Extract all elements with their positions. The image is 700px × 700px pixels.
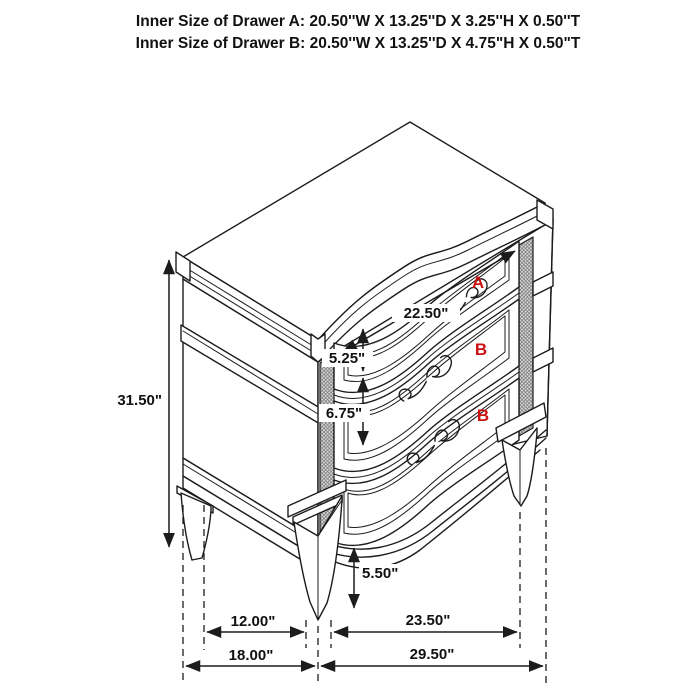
nightstand-line-art	[176, 122, 553, 620]
drawer-b-height-label: 6.75"	[325, 405, 363, 422]
leg-height-label: 5.50"	[362, 565, 399, 582]
drawer-b-bottom-letter: B	[476, 406, 490, 425]
overall-height-label: 31.50"	[117, 392, 162, 409]
overall-depth-label: 18.00"	[228, 647, 274, 664]
overall-width-label: 29.50"	[409, 646, 455, 663]
drawer-width-label: 22.50"	[403, 305, 449, 322]
drawer-b-middle-letter: B	[474, 340, 488, 359]
leg-spacing-depth-label: 12.00"	[230, 613, 276, 630]
header-drawer-b-size: Inner Size of Drawer B: 20.50''W X 13.25''D X 4.75"H X 0.50"T	[135, 35, 581, 52]
header-drawer-a-size: Inner Size of Drawer A: 20.50''W X 13.25''D X 3.25''H X 0.50''T	[135, 13, 581, 30]
drawer-a-height-label: 5.25"	[328, 350, 366, 367]
drawer-a-letter: A	[471, 273, 485, 292]
leg-spacing-width-label: 23.50"	[405, 612, 451, 629]
